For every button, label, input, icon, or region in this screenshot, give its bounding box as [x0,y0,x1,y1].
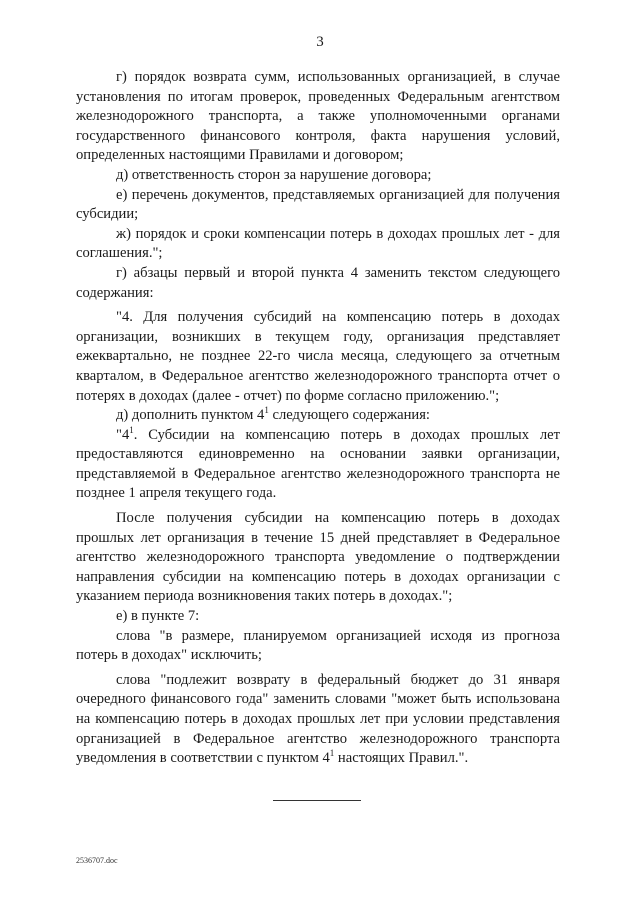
paragraph: д) ответственность сторон за нарушение договора; [116,166,432,183]
paragraph: г) порядок возврата сумм, использованных организацией, в случае установления по итогам проверок, проведенных Федеральным агентством железнодорожного транспорта, а также уполномоченными органами государственного финансового контроля, факта нарушения условий, определенных настоящими Правилами и договором; [76,69,560,164]
paragraph: ж) порядок и сроки компенсации потерь в доходах прошлых лет - для соглашения."; [76,225,560,262]
document-body [76,68,560,769]
paragraph [76,426,560,504]
superscript: 1 [329,748,335,759]
paragraph: е) в пункте 7: [116,608,200,625]
paragraph: г) абзацы первый и второй пункта 4 заменить текстом следующего содержания: [76,264,560,301]
paragraph: После получения субсидии на компенсацию потерь в доходах прошлых лет организация в течение 15 дней представляет в Федеральное агентство железнодорожного транспорта уведомление о подтверждении направления субсидии на компенсацию потерь в доходах организации с указанием периода возникновения таких потерь в доходах."; [76,510,560,605]
text: следующего содержания: [268,407,430,424]
paragraph: слова "в размере, планируемом организацией исходя из прогноза потерь в доходах" исключить; [76,627,560,664]
superscript: 1 [129,424,134,435]
text: "4 [116,426,130,443]
paragraph: е) перечень документов, представляемых организацией для получения субсидии; [76,186,560,223]
text: д) дополнить пунктом 4 [116,407,265,424]
divider [273,800,361,801]
document-code: 2536707.doc [76,856,118,865]
text: слова "подлежит возврату в федеральный бюджет до 31 января очередного финансового года" заменить словами "может быть использована на компенсацию потерь в доходах прошлых лет при условии представления организацией в Федеральное агентство железнодорожного транспорта уведомления в соответствии с пунктом 4 [76,671,560,767]
page-number: 3 [316,34,324,50]
text: настоящих Правил.". [334,750,469,767]
paragraph [76,671,560,769]
text: . Субсидии на компенсацию потерь в доходах прошлых лет предоставляются единовременно на основании заявки организации, представляемой в Федеральное агентство железнодорожного транспорта не позднее 1 апреля текущего года. [76,426,560,502]
paragraph: "4. Для получения субсидий на компенсацию потерь в доходах организации, возникших в текущем году, организация представляет ежеквартально, не позднее 22-го числа месяца, следующего за отчетным кварталом, в Федеральное агентство железнодорожного транспорта отчет о потерях в доходах (далее - отчет) по форме согласно приложению."; [76,309,560,404]
superscript: 1 [264,405,269,416]
paragraph [76,406,560,426]
